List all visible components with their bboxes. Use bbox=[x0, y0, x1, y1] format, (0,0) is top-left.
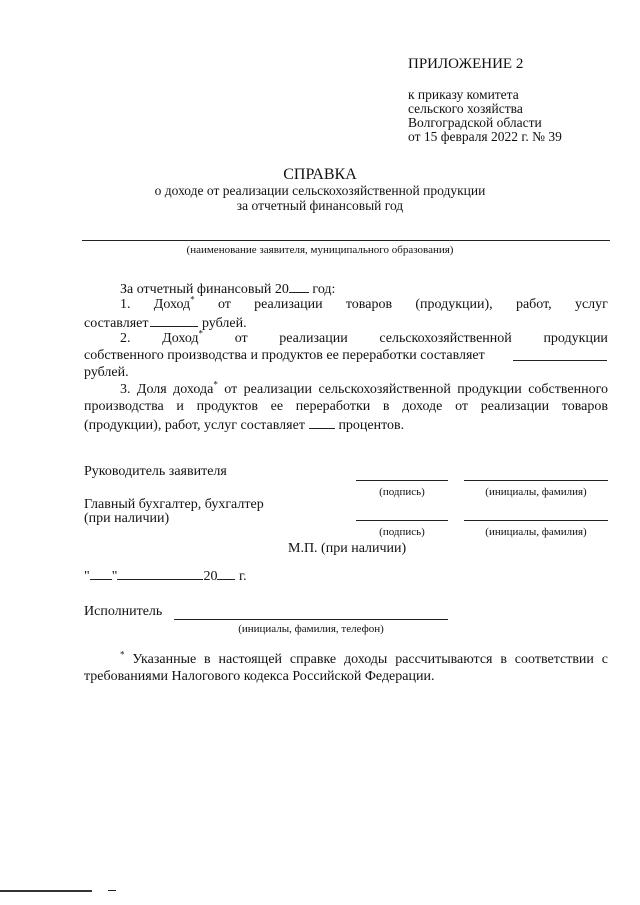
paragraph-2-line-2: собственного производства и продуктов ее переработки составляет bbox=[84, 348, 485, 363]
seal-label: М.П. (при наличии) bbox=[288, 541, 407, 556]
document-subtitle: о доходе от реализации сельскохозяйственной продукции bbox=[154, 183, 486, 198]
paragraph-3-line-2: производства и продуктов ее переработки в доходе от реализации товаров bbox=[84, 399, 608, 414]
document-subtitle-2: за отчетный финансовый год bbox=[236, 198, 404, 213]
footnote-marker: * bbox=[213, 379, 218, 390]
head-name-line bbox=[464, 480, 608, 481]
head-name-caption: (инициалы, фамилия) bbox=[485, 486, 587, 498]
income-amount-blank bbox=[150, 314, 198, 327]
order-line: к приказу комитета bbox=[408, 87, 519, 102]
paragraph-3-line-3: (продукции), работ, услуг составляет процентов. bbox=[84, 418, 405, 433]
order-reference bbox=[408, 88, 562, 144]
date-line: " " 20 г. bbox=[84, 569, 247, 584]
applicant-name-line bbox=[82, 240, 610, 241]
appendix-label: ПРИЛОЖЕНИЕ 2 bbox=[408, 56, 524, 72]
executor-caption: (инициалы, фамилия, телефон) bbox=[238, 623, 384, 635]
agri-income-blank bbox=[513, 360, 607, 361]
paragraph-2-line-3: рублей. bbox=[84, 365, 129, 380]
accountant-name-line bbox=[464, 520, 608, 521]
day-blank bbox=[90, 567, 112, 580]
paragraph-1-line-2: составляет рублей. bbox=[84, 316, 247, 331]
accountant-label-note: (при наличии) bbox=[84, 511, 170, 526]
scan-mark bbox=[0, 890, 92, 892]
paragraph-1-line-1: 1. Доход* от реализации товаров (продукции), работ, услуг bbox=[120, 294, 608, 312]
footnote-marker: * bbox=[198, 328, 204, 339]
order-line: сельского хозяйства bbox=[408, 101, 523, 116]
share-percent-blank bbox=[309, 416, 335, 429]
paragraph-3-line-1: 3. Доля дохода* от реализации сельскохозяйственной продукции собственного bbox=[120, 379, 608, 397]
accountant-name-caption: (инициалы, фамилия) bbox=[485, 526, 587, 538]
executor-label: Исполнитель bbox=[84, 604, 163, 619]
head-signature-line bbox=[356, 480, 448, 481]
footnote-line-1: * Указанные в настоящей справке доходы рассчитываются в соответствии с bbox=[120, 649, 608, 667]
order-line: Волгоградской области bbox=[408, 115, 542, 130]
accountant-signature-caption: (подпись) bbox=[379, 526, 425, 538]
month-blank bbox=[117, 567, 203, 580]
year-blank bbox=[289, 280, 309, 293]
year-end-blank bbox=[217, 567, 235, 580]
accountant-signature-line bbox=[356, 520, 448, 521]
reporting-year-line: За отчетный финансовый 20 год: bbox=[120, 282, 336, 297]
head-signature-caption: (подпись) bbox=[379, 486, 425, 498]
footnote-marker: * bbox=[120, 649, 125, 660]
scan-mark-tail bbox=[108, 890, 116, 891]
footnote-marker: * bbox=[190, 294, 195, 305]
applicant-caption: (наименование заявителя, муниципального образования) bbox=[186, 244, 454, 256]
accountant-label: Главный бухгалтер, бухгалтер bbox=[84, 497, 264, 512]
executor-line bbox=[174, 619, 448, 620]
order-line: от 15 февраля 2022 г. № 39 bbox=[408, 129, 562, 144]
footnote-line-2: требованиями Налогового кодекса Российской Федерации. bbox=[84, 669, 435, 684]
head-label: Руководитель заявителя bbox=[84, 464, 227, 479]
paragraph-2-line-1: 2. Доход* от реализации сельскохозяйственной продукции bbox=[120, 328, 608, 346]
document-title: СПРАВКА bbox=[283, 166, 357, 183]
